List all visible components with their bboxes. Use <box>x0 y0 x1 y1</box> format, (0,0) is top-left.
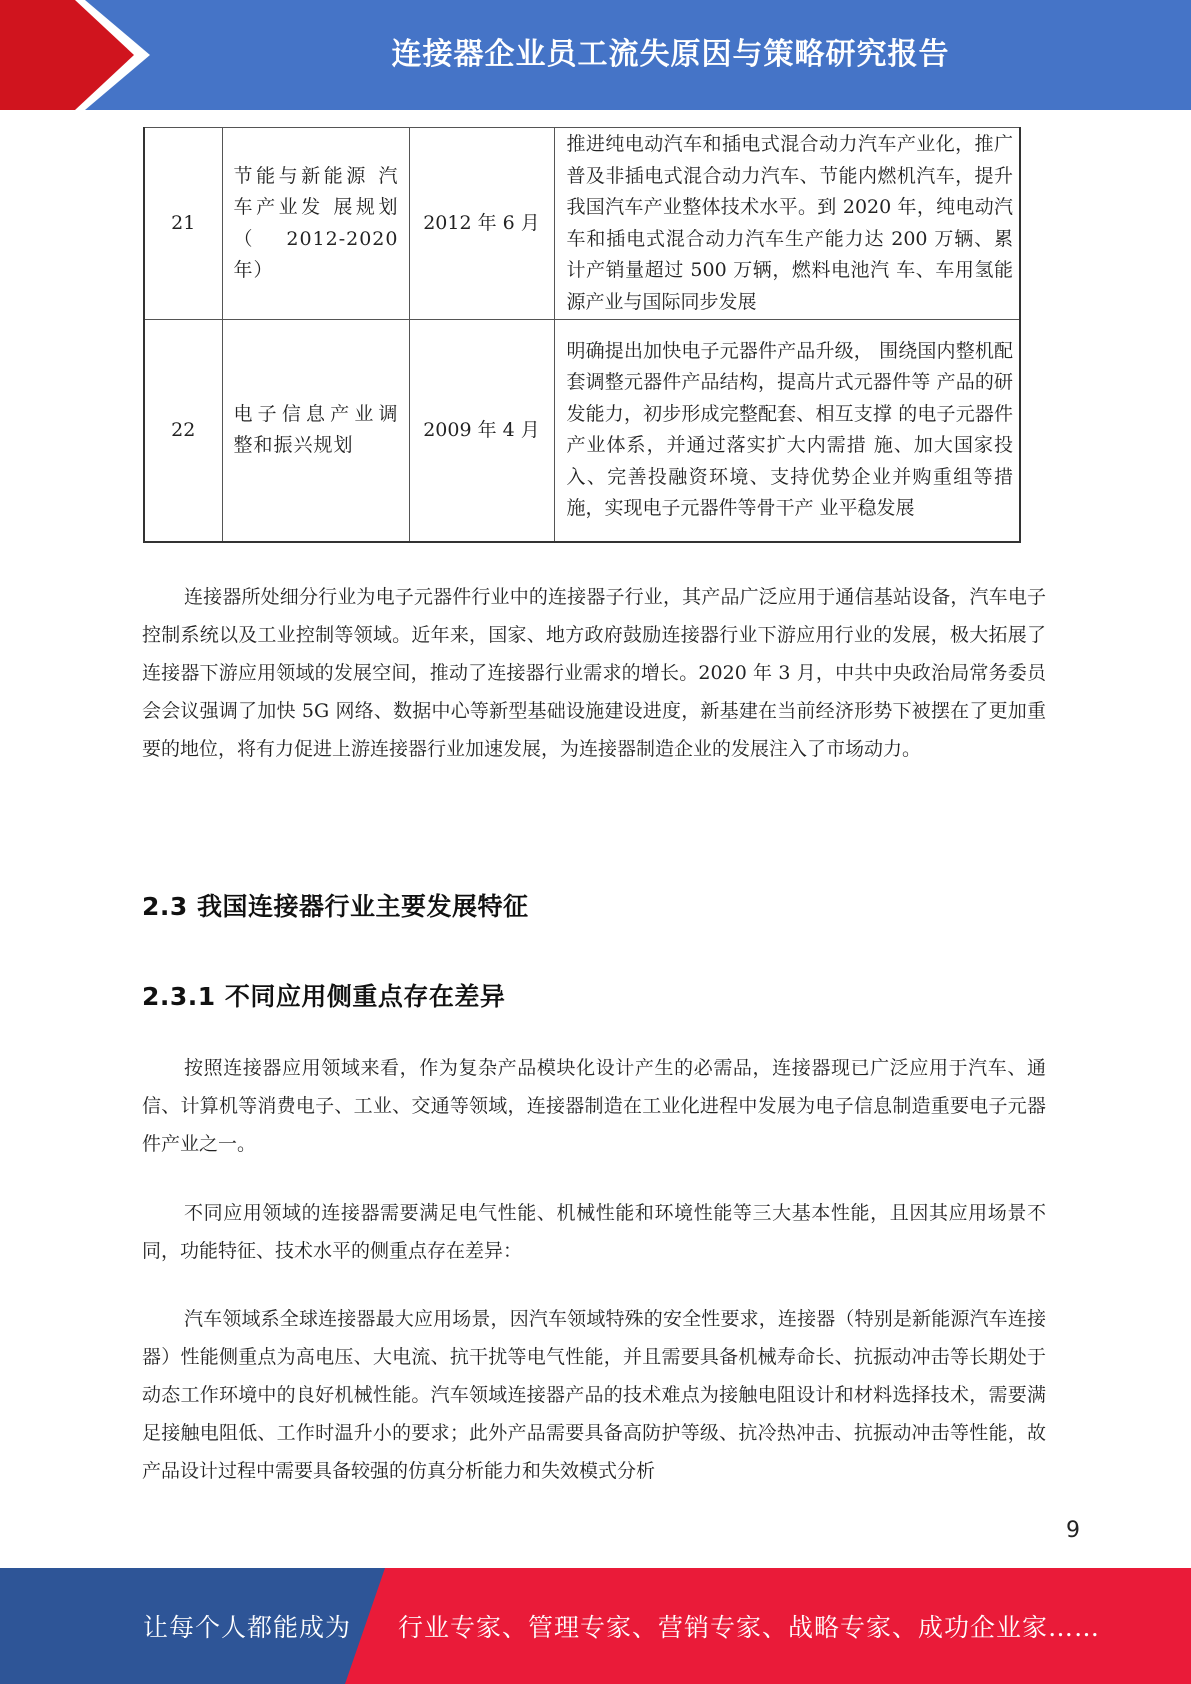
policy-description: 推进纯电动汽车和插电式混合动力汽车产业化，推广普及非插电式混合动力汽车、节能内燃机汽车，提升我国汽车产业整体技术水平。到 2020 年，纯电动汽车和插电式混合动力汽车生产能力达 200 万辆、累计产销量超过 500 万辆，燃料电池汽 车、车用氢能源产业与国际同步发展 <box>554 128 1020 320</box>
header-banner <box>0 0 1191 110</box>
policy-name: 节能与新能源 汽 车产业发 展规划 （2012-2020 年） <box>222 128 409 320</box>
row-number: 22 <box>144 320 222 542</box>
table-row <box>144 320 1020 542</box>
body-paragraph: 按照连接器应用领域来看，作为复杂产品模块化设计产生的必需品，连接器现已广泛应用于汽车、通信、计算机等消费电子、工业、交通等领域，连接器制造在工业化进程中发展为电子信息制造重要电子元器件产业之一。 <box>142 1057 1046 1155</box>
policy-table <box>143 127 1021 543</box>
body-paragraph: 汽车领域系全球连接器最大应用场景，因汽车领域特殊的安全性要求，连接器（特别是新能源汽车连接器）性能侧重点为高电压、大电流、抗干扰等电气性能，并且需要具备机械寿命长、抗振动冲击等长期处于动态工作环境中的良好机械性能。汽车领域连接器产品的技术难点为接触电阻设计和材料选择技术，需要满足接触电阻低、工作时温升小的要求；此外产品需要具备高防护等级、抗冷热冲击、抗振动冲击等性能，故产品设计过程中需要具备较强的仿真分析能力和失效模式分析 <box>142 1308 1046 1482</box>
body-paragraph: 不同应用领域的连接器需要满足电气性能、机械性能和环境性能等三大基本性能，且因其应用场景不同，功能特征、技术水平的侧重点存在差异： <box>142 1202 1046 1262</box>
footer-slogan-left: 让每个人都能成为 <box>143 1613 352 1642</box>
row-number: 21 <box>144 128 222 320</box>
footer-banner <box>0 1568 1191 1684</box>
subsection-heading: 2.3.1 不同应用侧重点存在差异 <box>142 982 506 1011</box>
table-row <box>144 128 1020 320</box>
policy-date: 2012 年 6 月 <box>409 128 554 320</box>
policy-name: 电子信息产业调 整和振兴规划 <box>222 320 409 542</box>
policy-date: 2009 年 4 月 <box>409 320 554 542</box>
header-chevron-decoration <box>0 0 160 110</box>
footer-slogan-right: 行业专家、管理专家、营销专家、战略专家、成功企业家…… <box>398 1613 1101 1642</box>
body-paragraph: 连接器所处细分行业为电子元器件行业中的连接器子行业，其产品广泛应用于通信基站设备，汽车电子控制系统以及工业控制等领域。近年来，国家、地方政府鼓励连接器行业下游应用行业的发展，极大拓展了连接器下游应用领域的发展空间，推动了连接器行业需求的增长。2020 年 3 月，中共中央政治局常务委员会会议强调了加快 5G 网络、数据中心等新型基础设施建设进度，新基建在当前经济形势下被摆在了更加重要的地位，将有力促进上游连接器行业加速发展，为连接器制造企业的发展注入了市场动力。 <box>142 586 1046 760</box>
page-number: 9 <box>1066 1518 1080 1543</box>
document-title: 连接器企业员工流失原因与策略研究报告 <box>391 37 950 72</box>
section-heading: 2.3 我国连接器行业主要发展特征 <box>142 892 529 921</box>
policy-description: 明确提出加快电子元器件产品升级， 围绕国内整机配套调整元器件产品结构，提高片式元器件等 产品的研发能力，初步形成完整配套、相互支撑 的电子元器件产业体系，并通过落实扩大内需措 施、加大国家投入、完善投融资环境、支持优势企业并购重组等措施，实现电子元器件等骨干产 业平稳发展 <box>554 320 1020 542</box>
